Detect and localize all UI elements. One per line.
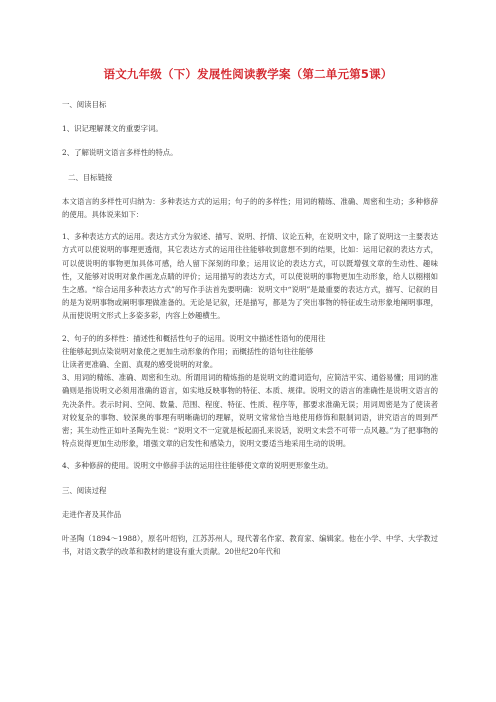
links-paragraph-2-line-3: 让读者更准确、全面、真观的感受说明的对象。 <box>62 360 218 370</box>
author-paragraph: 叶圣陶（1894～1988），原名叶绍钧，江苏苏州人，现代著名作家、教育家、编辑家。他在小学、中学、大学教过书，对语文教学的改革和教材的建设有重大贡献。20世纪20年代和 <box>62 534 438 557</box>
links-paragraph-2-line-2: 往能够起到点染说明对象使之更加生动形象的作用；而概括性的语句往往能够 <box>62 346 314 356</box>
objective-item-1: 1、识记理解课文的重要字词。 <box>62 124 163 134</box>
links-intro-paragraph: 本文语言的多样性可归纳为：多种表达方式的运用；句子的的多样性；用词的精练、准确、周密和生动；多种修辞的使用。具体说来如下： <box>62 196 438 220</box>
section-heading-links: 二、目标链接 <box>68 172 113 182</box>
links-paragraph-1: 1、多种表达方式的运用。表达方式分为叙述、描写、说明、抒情、议论五种，在说明文中，除了说明这一主要表达方式可以使说明的事理更透彻，其它表达方式的运用往往能够收到意想不到的结果，比如：运用记叙的表达方式，可以使说明的事物更加具体可感，给人留下深刻的印象；运用议论的表达方式，可以既增强文章的生动性、趣味性，又能够对说明对象作画龙点睛的评价；运用描写的表达方式，可以使说明的事物更加生动形象，给人以栩栩如生之感。“综合运用多种表达方式”的写作手法首先要明确：说明文中“说明”是最重要的表达方式，描写、记叙的目的是为说明事物或阐明事理做准备的。无论是记叙，还是描写，都是为了突出事物的特征或生动形象地阐明事理，从而使说明文形式上多姿多彩，内容上妙趣横生。 <box>62 232 438 321</box>
document-body <box>62 98 438 558</box>
section-heading-objectives: 一、阅读目标 <box>62 100 107 109</box>
objective-item-2: 2、了解说明文语言多样性的特点。 <box>62 148 178 158</box>
links-paragraph-3: 3、用词的精练、准确、周密和生动。所谓用词的精炼指的是说明文的遣词造句，应简洁平实、通俗易懂；用词的准确则是指说明文必须用准确的语言，如实地反映事物的特征、本质、规律。说明文的语言的准确性是说明文语言的先决条件。表示时间、空间、数量、范围、程度、特征、性质、程序等，都要求准确无误；用词周密是为了使读者对较复杂的事物、较深奥的事理有明晰确切的理解，说明文常常恰当地使用修饰和限制词语，讲究语言的周到严密；其生动性正如叶圣陶先生说：“说明文不一定就是板起面孔来说话，说明文未尝不可带一点风趣。”为了把事物的特点说得更加生动形象，增强文章的启发性和感染力，说明文要适当地采用生动的说明。 <box>62 373 438 449</box>
section-heading-process: 三、阅读过程 <box>62 485 107 495</box>
links-paragraph-2-line-1: 2、句子的的多样性：描述性和概括性句子的运用。说明文中描述性语句的使用往 <box>62 333 326 343</box>
links-paragraph-4: 4、多种修辞的使用。说明文中修辞手法的运用往往能够使文章的说明更形象生动。 <box>62 461 333 471</box>
document-title: 语文九年级（下）发展性阅读教学案（第二单元第5课） <box>103 67 393 81</box>
process-subheading: 走进作者及其作品 <box>62 509 122 519</box>
